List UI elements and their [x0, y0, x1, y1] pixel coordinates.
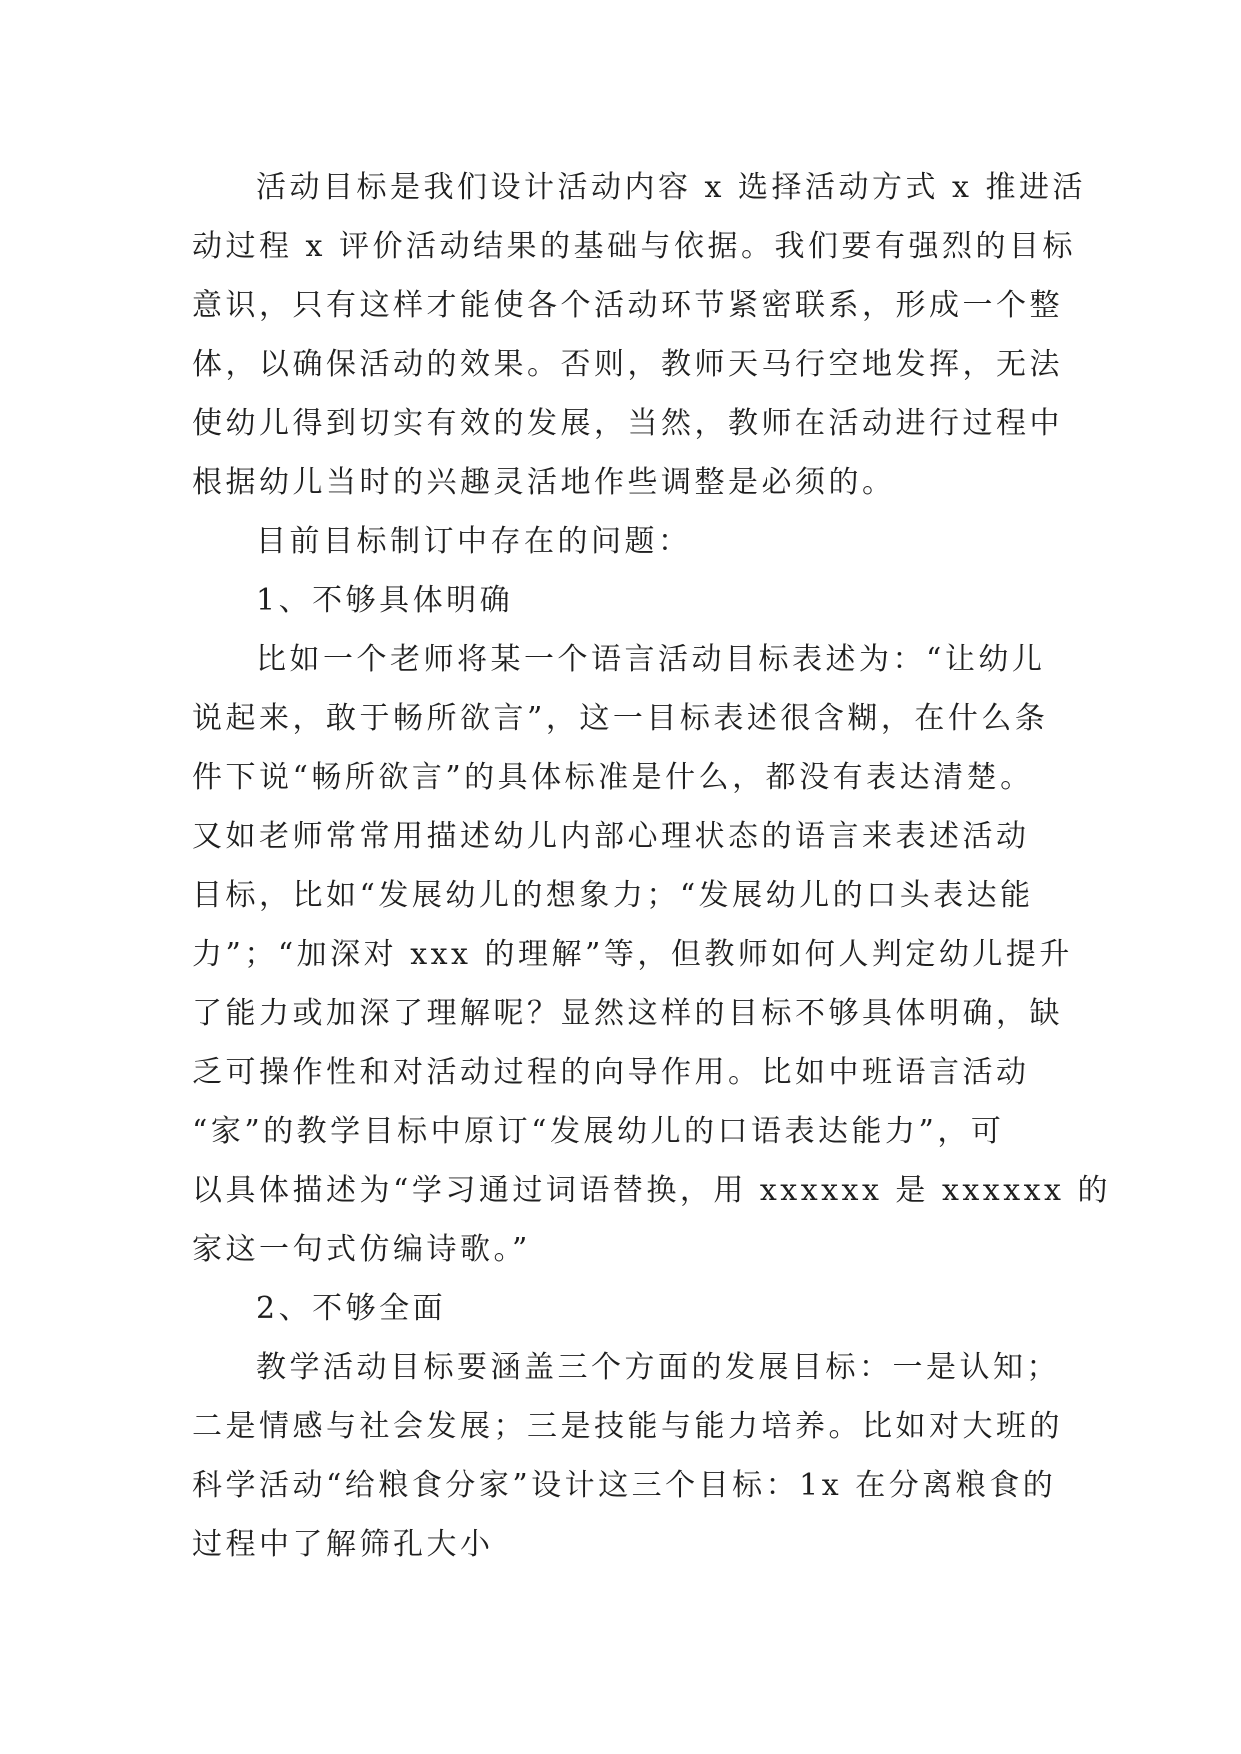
paragraph-line: 过程中了解筛孔大小 — [192, 1527, 494, 1562]
paragraph-line: 体，以确保活动的效果。否则，教师天马行空地发挥，无法 — [192, 347, 1063, 382]
paragraph-line: 目标，比如“发展幼儿的想象力；“发展幼儿的口头表达能 — [192, 878, 1034, 913]
paragraph-line: 活动目标是我们设计活动内容 x 选择活动方式 x 推进活 — [256, 170, 1086, 205]
heading-1: 1、不够具体明确 — [256, 583, 514, 618]
paragraph-line: 家这一句式仿编诗歌。” — [192, 1232, 531, 1267]
paragraph-line: “家”的教学目标中原订“发展幼儿的口语表达能力”，可 — [192, 1114, 1005, 1149]
paragraph-line: 意识，只有这样才能使各个活动环节紧密联系，形成一个整 — [192, 288, 1063, 323]
paragraph-line: 件下说“畅所欲言”的具体标准是什么，都没有表达清楚。 — [192, 760, 1034, 795]
paragraph-line: 动过程 x 评价活动结果的基础与依据。我们要有强烈的目标 — [192, 229, 1076, 264]
paragraph-line: 说起来，敢于畅所欲言”，这一目标表述很含糊，在什么条 — [192, 701, 1049, 736]
paragraph-line: 二是情感与社会发展；三是技能与能力培养。比如对大班的 — [192, 1409, 1063, 1444]
paragraph-line: 使幼儿得到切实有效的发展，当然，教师在活动进行过程中 — [192, 406, 1063, 441]
paragraph-line: 科学活动“给粮食分家”设计这三个目标：1x 在分离粮食的 — [192, 1468, 1057, 1503]
heading-2: 2、不够全面 — [256, 1291, 447, 1326]
paragraph-line: 比如一个老师将某一个语言活动目标表述为：“让幼儿 — [256, 642, 1046, 677]
paragraph-line: 乏可操作性和对活动过程的向导作用。比如中班语言活动 — [192, 1055, 1030, 1090]
paragraph-line: 以具体描述为“学习通过词语替换，用 xxxxxx 是 xxxxxx 的 — [192, 1173, 1112, 1208]
section-intro-line: 目前目标制订中存在的问题： — [256, 524, 692, 559]
paragraph-line: 又如老师常常用描述幼儿内部心理状态的语言来表述活动 — [192, 819, 1030, 854]
paragraph-line: 了能力或加深了理解呢？显然这样的目标不够具体明确，缺 — [192, 996, 1063, 1031]
paragraph-line: 力”；“加深对 xxx 的理解”等，但教师如何人判定幼儿提升 — [192, 937, 1073, 972]
paragraph-line: 教学活动目标要涵盖三个方面的发展目标：一是认知； — [256, 1350, 1060, 1385]
paragraph-line: 根据幼儿当时的兴趣灵活地作些调整是必须的。 — [192, 465, 896, 500]
